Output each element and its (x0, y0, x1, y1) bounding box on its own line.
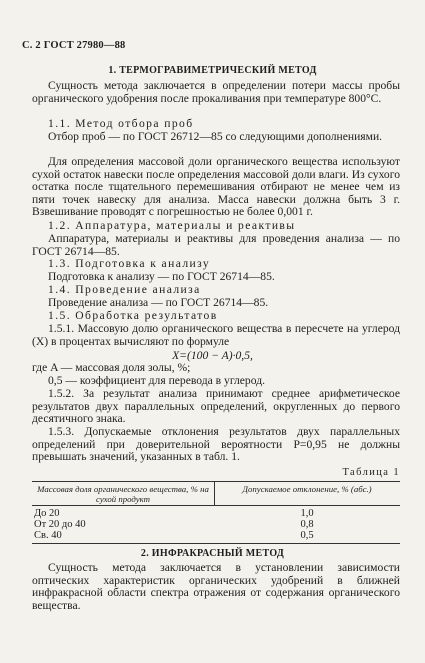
table-row-range: До 20 (34, 508, 60, 519)
clause-1-2-title: 1.2. Аппаратура, материалы и реактивы (48, 219, 296, 232)
clause-1-1-text2: Для определения массовой доли органического вещества используют сухой остаток навески после определения массовой доли влаги. Из сухого остатка после тщательного перемешивания отбирают не менее чем из пяти точек навеску для анализа. Масса навески должна быть 3 г. Взвешивание проводят с погрешностью не более 0,001 г. (32, 155, 400, 219)
clause-1-2-text: Аппаратура, материалы и реактивы для проведения анализа — по ГОСТ 26714—85. (32, 232, 400, 258)
table-bottom-rule (32, 543, 400, 544)
table-row-deviation: 1,0 (300, 508, 314, 519)
clause-1-4-text: Проведение анализа — по ГОСТ 26714—85. (48, 296, 269, 309)
table-header-rule (32, 505, 400, 506)
clause-1-5-2: 1.5.2. За результат анализа принимают среднее арифметическое результатов двух параллельных определений, округленных до первого десятичного знака. (32, 387, 400, 426)
coefficient-note: 0,5 — коэффициент для перевода в углерод. (48, 374, 265, 387)
clause-1-5-3: 1.5.3. Допускаемые отклонения результатов двух параллельных определений при доверительной вероятности P=0,95 не должны превышать значений, указанных в табл. 1. (32, 425, 400, 464)
clause-1-3-text: Подготовка к анализу — по ГОСТ 26714—85. (48, 270, 275, 283)
table-col1-header: Массовая доля органического вещества, % на сухой продукт (37, 484, 209, 504)
clause-1-1-title: 1.1. Метод отбора проб (48, 117, 194, 130)
clause-1-5-1: 1.5.1. Массовую долю органического вещества в пересчете на углерод (X) в процентах вычисляют по формуле (32, 322, 400, 348)
table-row-deviation: 0,8 (300, 519, 314, 530)
section-2-intro: Сущность метода заключается в установлении зависимости оптических характеристик органических удобрений в ближней инфракрасной области спектра отражения от содержания органического вещества. (32, 561, 400, 612)
formula-where: где A — массовая доля золы, %; (32, 361, 191, 374)
clause-1-1-text: Отбор проб — по ГОСТ 26712—85 со следующими дополнениями. (48, 130, 383, 143)
table-row-range: Св. 40 (34, 530, 62, 541)
table-top-rule (32, 481, 400, 482)
section-1-title: 1. ТЕРМОГРАВИМЕТРИЧЕСКИЙ МЕТОД (108, 65, 317, 76)
section-2-title: 2. ИНФРАКРАСНЫЙ МЕТОД (140, 548, 285, 559)
clause-1-4-title: 1.4. Проведение анализа (48, 283, 201, 296)
table-row-deviation: 0,5 (300, 530, 314, 541)
section-1-intro: Сущность метода заключается в определении потери массы пробы органического удобрения после прокаливания при температуре 800°С. (32, 79, 400, 105)
page-header: С. 2 ГОСТ 27980—88 (22, 40, 126, 51)
formula: X=(100 − A)·0,5, (172, 349, 253, 362)
clause-1-5-title: 1.5. Обработка результатов (48, 309, 218, 322)
table-row-range: От 20 до 40 (34, 519, 86, 530)
table-caption: Таблица 1 (342, 467, 400, 478)
table-1 (32, 481, 400, 543)
table-col2-header: Допускаемое отклонение, % (абс.) (242, 484, 372, 494)
clause-1-3-title: 1.3. Подготовка к анализу (48, 257, 211, 270)
